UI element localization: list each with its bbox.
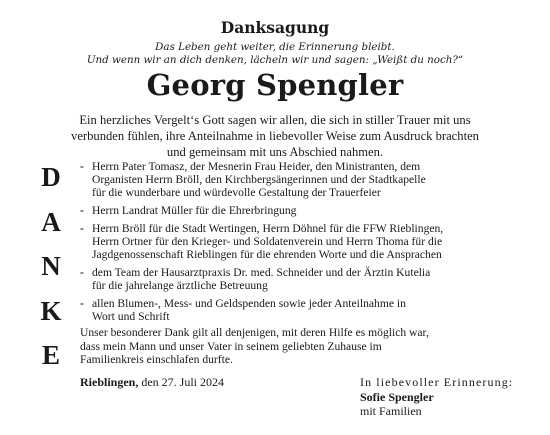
deceased-name: Georg Spengler [146,68,404,102]
danke-letter: N [41,251,61,281]
thanks-item-line: - Herrn Landrat Müller für die Ehrerbringung [92,204,297,218]
thanks-item-line: - Herrn Bröll für die Stadt Wertingen, Herrn Döhnel für die FFW Rieblingen, [92,222,444,235]
thanks-item-line: - dem Team der Hausarztpraxis Dr. med. Schneider und der Ärztin Kutelia [92,266,431,280]
danke-letter: K [40,295,62,326]
thanks-item [80,266,520,292]
thanks-item-line: - Herrn Pater Tomasz, der Mesnerin Frau Heider, den Ministranten, dem [92,160,421,173]
intro-line: Ein herzliches Vergelt‘s Gott sagen wir allen, die sich in stiller Trauer mit uns [79,113,471,127]
intro-line: und gemeinsam mit uns Abschied nahmen. [166,145,384,159]
motto-line: Und wenn wir an dich denken, lächeln wir und sagen: „Weißt du noch?“ [86,54,464,66]
signature-block [360,375,540,419]
motto-line: Das Leben geht weiter, die Erinnerung bleibt. [155,41,395,53]
thanks-item-line: Wort und Schrift [92,310,170,324]
date: den 27. Juli 2024 [141,375,225,389]
signature-family: mit Familien [360,404,422,418]
closing-text [80,326,520,367]
danke-letter: D [41,162,61,192]
thanks-item-line: Herrn Ortner für den Krieger- und Soldatenverein und Herrn Thoma für die [92,235,443,249]
thanks-item [80,297,520,323]
thanks-list [80,160,520,328]
signature-name: Sofie Spengler [360,389,434,404]
thanks-item [80,204,520,217]
thanks-item-line: für die jahrelange ärztliche Betreuung [92,279,268,293]
thanks-item-line: - allen Blumen-, Mess- und Geldspenden sowie jeder Anteilnahme in [92,297,406,311]
place: Rieblingen, [80,375,139,389]
motto [0,41,550,67]
intro-line: verbunden fühlen, ihre Anteilnahme in liebevoller Weise zum Ausdruck brachten [71,129,479,143]
closing-line: dass mein Mann und unser Vater in seinem geliebten Zuhause im [80,339,382,353]
danke-letter: E [41,340,60,370]
thanks-item [80,160,520,200]
danke-letter: A [41,206,61,237]
closing-line: Unser besonderer Dank gilt all denjenigen, mit deren Hilfe es möglich war, [80,326,429,339]
thanks-item-line: für die wunderbare und würdevolle Gestaltung der Trauerfeier [92,186,381,200]
danke-vertical-word [38,155,64,378]
intro-text [60,112,490,160]
thanks-item-line: Organisten Herrn Bröll, den Kirchbergsängerinnen und der Stadtkapelle [92,173,426,187]
thanks-item-line: Jagdgenossenschaft Rieblingen für die ehrenden Worte und die Ansprachen [92,248,442,262]
notice-title: Danksagung [220,18,330,37]
closing-line: Familienkreis einschlafen durfte. [80,353,233,367]
place-date [80,375,224,390]
thanks-item [80,222,520,262]
signature-heading: In liebevoller Erinnerung: [360,375,514,389]
